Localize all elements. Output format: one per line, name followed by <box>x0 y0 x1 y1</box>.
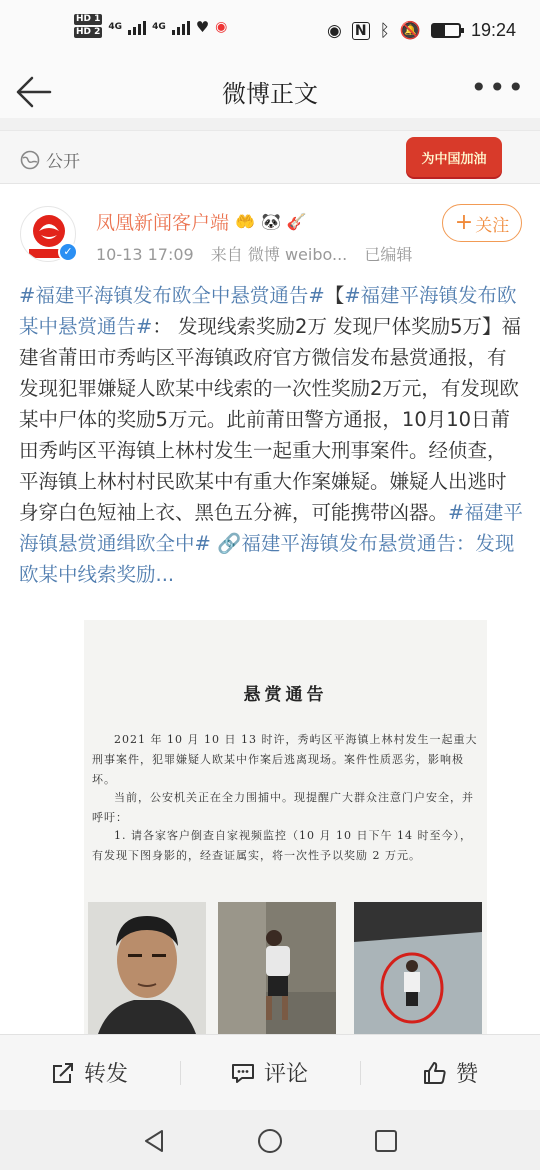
weibo-icon: ◉ <box>215 19 228 35</box>
follow-button[interactable] <box>442 204 522 242</box>
suspect-portrait-photo <box>88 902 206 1034</box>
square-recents-icon <box>374 1128 398 1154</box>
notice-paragraph-1: 2021 年 10 月 10 日 13 时许，秀屿区平海镇上林村发生一起重大刑事案件，犯罪嫌疑人欧某中作案后逃离现场。案件性质恶劣，影响极坏。 <box>92 733 478 786</box>
repost-button[interactable] <box>50 1057 128 1088</box>
like-label: 赞 <box>456 1062 479 1087</box>
verified-badge-icon: ✓ <box>58 242 78 262</box>
nav-bar <box>0 66 540 118</box>
repost-icon <box>50 1060 76 1086</box>
post-meta <box>96 242 424 265</box>
thumbs-up-icon <box>422 1060 448 1086</box>
mute-bell-icon: 🔕 <box>399 20 421 41</box>
visibility-label: 公开 <box>46 152 80 172</box>
bluetooth-icon: ᛒ <box>379 20 390 41</box>
notice-paragraph-3: 1. 请各家客户倒查自家视频监控（10 月 10 日下午 14 时至今），有发现下图身影的，经查证属实，将一次性予以奖励 2 万元。 <box>92 829 472 862</box>
notice-paragraph-2: 当前，公安机关正在全力围捕中。现提醒广大群众注意门户安全，并呼吁： <box>92 791 474 824</box>
divider <box>360 1061 361 1085</box>
system-navigation-bar <box>0 1110 540 1170</box>
signal-icon <box>128 19 146 35</box>
notice-image[interactable] <box>84 620 487 1034</box>
author-name[interactable]: 凤凰新闻客户端 <box>96 212 230 234</box>
page-title: 微博正文 <box>222 80 318 108</box>
follow-label: 关注 <box>475 215 510 236</box>
comment-button[interactable] <box>230 1057 308 1088</box>
hd1-label: HD 1 <box>76 14 101 24</box>
triangle-back-icon <box>142 1128 166 1154</box>
notice-title: 悬赏通告 <box>243 685 328 705</box>
surveillance-photo-1 <box>218 902 336 1034</box>
status-left <box>74 14 227 40</box>
post-card <box>0 184 540 1034</box>
visibility-indicator <box>20 147 80 172</box>
post-source: 来自 微博 weibo... <box>210 245 348 264</box>
globe-icon <box>20 150 40 170</box>
hashtag-link[interactable]: #福建平海镇悬赏通缉欧全中# <box>19 501 523 555</box>
network-type-1: 4G <box>108 22 123 32</box>
post-text: ： 发现线索奖励2万 发现尸体奖励5万】福建省莆田市秀屿区平海镇政府官方微信发布悬赏通报，有发现犯罪嫌疑人欧某中线索的一次性奖励2万元，有发现欧某中尸体的奖励5万元。此前莆田警方通报，10月10日莆田秀屿区平海镇上林村发生一起重大刑事案件。经侦查，平海镇上林村村民欧某中有重大作案嫌疑。嫌疑人出逃时身穿白色短袖上衣、黑色五分裤，可能携带凶器。 <box>19 315 522 524</box>
system-recents-button[interactable] <box>374 1128 398 1158</box>
visibility-bar <box>0 130 540 184</box>
post-text: 【 <box>324 284 345 307</box>
panda-icon: 🐼 <box>260 212 281 231</box>
like-button[interactable] <box>422 1057 478 1088</box>
post-date: 10-13 17:09 <box>96 245 194 264</box>
eye-icon: ◉ <box>327 20 342 41</box>
repost-label: 转发 <box>84 1062 129 1087</box>
guitar-icon: 🎸 <box>286 212 307 231</box>
comment-label: 评论 <box>264 1062 309 1087</box>
edited-label: 已编辑 <box>364 245 413 264</box>
nfc-icon: N <box>352 22 370 40</box>
circle-home-icon <box>257 1128 283 1154</box>
comment-icon <box>230 1060 256 1086</box>
plus-icon: + <box>454 210 474 235</box>
more-options-button[interactable]: ••• <box>470 71 526 104</box>
hashtag-link[interactable]: #福建平海镇发布欧某中悬赏通告# <box>19 284 517 338</box>
clock: 19:24 <box>470 20 516 40</box>
hashtag-link[interactable]: #福建平海镇发布欧全中悬赏通告# <box>19 284 325 307</box>
sim-indicator <box>74 14 102 40</box>
status-right <box>327 20 516 41</box>
status-bar <box>0 0 540 66</box>
divider <box>180 1061 181 1085</box>
network-type-2: 4G <box>152 22 166 32</box>
author-row <box>96 208 307 235</box>
surveillance-photo-2 <box>354 902 482 1034</box>
hd2-label: HD 2 <box>76 27 101 37</box>
fan-badge-icon: 🤲 <box>235 212 255 231</box>
hashtag-link[interactable]: 🔗福建平海镇发布悬赏通告：发现欧某中线索奖励... <box>19 532 515 586</box>
post-body <box>19 280 524 590</box>
heart-icon: ♥ <box>195 18 210 36</box>
system-home-button[interactable] <box>257 1128 283 1158</box>
signal-icon-2 <box>172 19 190 35</box>
battery-icon <box>431 23 461 38</box>
system-back-button[interactable] <box>142 1128 166 1158</box>
action-bar <box>0 1034 540 1110</box>
china-support-badge[interactable]: 为中国加油 <box>406 137 502 177</box>
